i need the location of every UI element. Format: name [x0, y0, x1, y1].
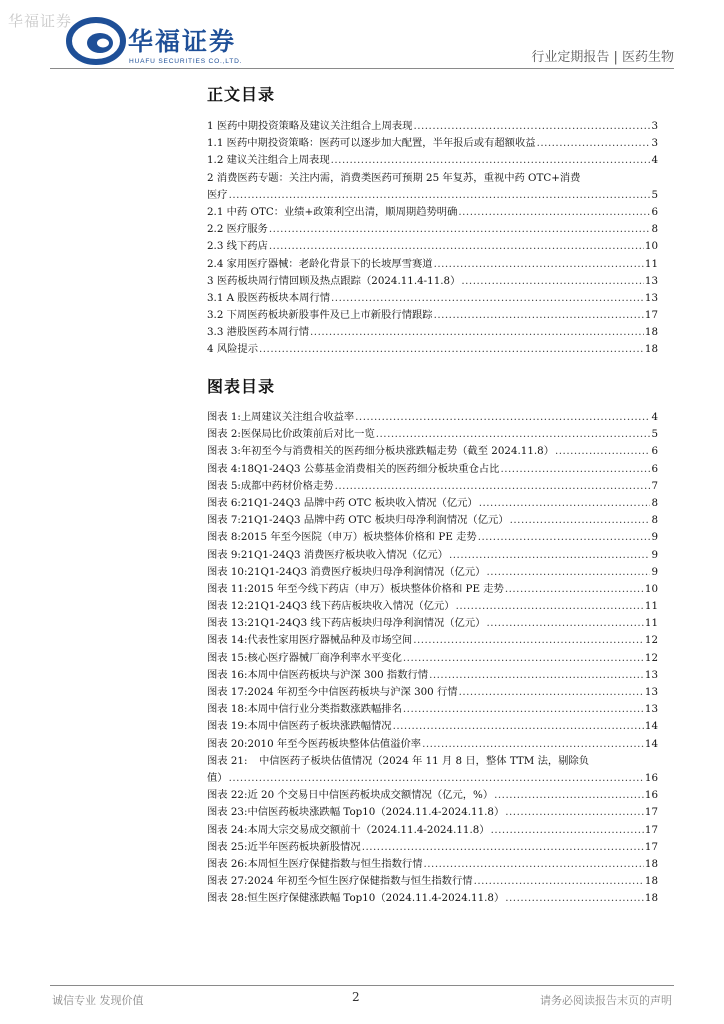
toc-entry[interactable]	[207, 237, 658, 254]
figures-list	[207, 408, 658, 906]
dot-leader	[486, 617, 643, 629]
figure-entry[interactable]	[207, 580, 658, 597]
entry-title: 恒生医疗保健涨跌幅 Top10（2024.11.4-2024.11.8）	[247, 892, 505, 905]
figure-entry[interactable]	[207, 477, 658, 494]
entry-title: 2015 年至今线下药店（申万）板块整体价格和 PE 走势	[247, 582, 504, 595]
dot-leader	[494, 789, 644, 801]
figure-entry-continued[interactable]	[207, 769, 658, 786]
dot-leader	[555, 445, 650, 457]
dot-leader	[422, 738, 644, 750]
dot-leader	[403, 652, 644, 664]
entry-page: 14	[644, 720, 658, 733]
entry-title: 近 20 个交易日中信医药板块成交额情况（亿元，%）	[247, 789, 494, 802]
entry-page: 12	[644, 634, 658, 647]
entry-page: 3	[651, 137, 658, 150]
dot-leader	[331, 154, 651, 166]
entry-label: 图表 17:	[207, 686, 248, 698]
entry-page: 8	[651, 514, 658, 527]
entry-label: 图表 24:	[207, 823, 248, 836]
dot-leader	[393, 720, 644, 732]
footer-disclaimer: 请务必阅读报告末页的声明	[540, 994, 672, 1007]
dot-leader	[310, 326, 644, 338]
entry-title: 21Q1-24Q3 品牌中药 OTC 板块收入情况（亿元）	[240, 496, 478, 509]
entry-label: 图表 12:	[207, 600, 248, 613]
entry-label: 图表 14:	[207, 634, 248, 647]
figure-entry[interactable]	[207, 735, 658, 752]
entry-page: 4	[651, 154, 658, 167]
entry-label: 图表 21:	[207, 754, 248, 767]
entry-label: 图表 10:	[207, 565, 248, 578]
entry-title: 2 消费医药专题：关注内需，消费类医药可预期 25 年复苏，重视中药 OTC+消费	[207, 171, 581, 184]
entry-title: 成都中药材价格走势	[240, 479, 334, 492]
footer-slogan: 诚信专业 发现价值	[52, 994, 144, 1007]
dot-leader	[229, 189, 651, 201]
dot-leader	[461, 275, 644, 287]
figure-entry[interactable]	[207, 786, 658, 803]
entry-title: 3.3 港股医药本周行情	[207, 326, 310, 339]
entry-page: 4	[651, 411, 658, 423]
entry-page: 6	[651, 445, 658, 458]
dot-leader	[505, 892, 644, 904]
figure-entry[interactable]	[207, 511, 658, 528]
report-type: 行业定期报告 | 医药生物	[531, 50, 674, 65]
entry-title: 近半年医药板块新股情况	[247, 840, 361, 853]
toc-entry[interactable]	[207, 117, 658, 134]
entry-page: 10	[644, 582, 658, 595]
entry-title: 本周中信行业分类指数涨跌幅排名	[247, 703, 402, 716]
entry-page: 6	[651, 205, 658, 218]
dot-leader	[456, 600, 644, 612]
entry-title-continued: 医疗	[207, 188, 228, 201]
watermark: 华福证券	[8, 12, 73, 30]
entry-page: 18	[644, 892, 658, 905]
figure-entry[interactable]	[207, 700, 658, 717]
toc-entry[interactable]	[207, 169, 658, 186]
figure-entry[interactable]	[207, 408, 658, 425]
dot-leader	[424, 858, 644, 870]
figure-entry[interactable]	[207, 855, 658, 872]
header-divider	[50, 68, 674, 69]
entry-page: 3	[651, 120, 658, 132]
entry-page: 11	[644, 600, 658, 613]
toc-title: 正文目录	[207, 85, 276, 104]
entry-page: 14	[644, 737, 658, 750]
dot-leader	[413, 120, 650, 132]
company-logo	[66, 14, 276, 74]
entry-title: 2024 年初至今中信医药板块与沪深 300 行情	[247, 686, 458, 698]
entry-page: 17	[644, 823, 658, 836]
entry-page: 18	[644, 857, 658, 870]
entry-title: 本周中信医药子板块涨跌幅情况	[247, 720, 392, 733]
entry-label: 图表 5:	[207, 479, 241, 492]
toc-entry[interactable]	[207, 340, 658, 357]
entry-label: 图表 13:	[207, 617, 248, 630]
entry-label: 图表 7:	[207, 514, 241, 527]
toc-entry[interactable]	[207, 272, 658, 289]
figure-entry[interactable]	[207, 528, 658, 545]
entry-label: 图表 15:	[207, 651, 248, 664]
figure-entry[interactable]	[207, 803, 658, 820]
entry-label: 图表 16:	[207, 668, 248, 681]
figure-entry[interactable]	[207, 717, 658, 734]
toc-entry[interactable]	[207, 289, 658, 306]
figure-entry[interactable]	[207, 442, 658, 459]
dot-leader	[505, 583, 644, 595]
entry-page: 6	[651, 462, 658, 475]
entry-label: 图表 2:	[207, 428, 241, 441]
dot-leader	[505, 806, 644, 818]
entry-label: 图表 27:	[207, 875, 248, 888]
dot-leader	[449, 549, 650, 561]
entry-label: 图表 18:	[207, 703, 248, 716]
entry-title: 21Q1-24Q3 线下药店板块归母净利润情况（亿元）	[247, 617, 486, 630]
entry-title: 21Q1-24Q3 品牌中药 OTC 板块归母净利润情况（亿元）	[240, 514, 509, 527]
entry-label: 图表 19:	[207, 720, 248, 733]
figure-entry[interactable]	[207, 752, 658, 769]
entry-label: 图表 23:	[207, 806, 248, 819]
entry-title: 2.3 线下药店	[207, 240, 268, 253]
entry-label: 图表 20:	[207, 737, 248, 750]
entry-title: 3.1 A 股医药板块本周行情	[207, 291, 331, 304]
entry-page: 8	[651, 223, 658, 236]
entry-page: 9	[651, 531, 658, 544]
dot-leader	[362, 841, 644, 853]
entry-title: 代表性家用医疗器械品种及市场空间	[247, 634, 413, 647]
entry-page: 18	[644, 343, 658, 356]
figure-entry[interactable]	[207, 872, 658, 889]
toc-entry[interactable]	[207, 134, 658, 151]
figure-entry[interactable]	[207, 614, 658, 631]
toc-entry[interactable]	[207, 203, 658, 220]
entry-label: 图表 26:	[207, 857, 248, 870]
logo-text-cn: 华福证券	[128, 27, 237, 56]
toc-entry[interactable]	[207, 151, 658, 168]
dot-leader	[331, 292, 644, 304]
dot-leader	[479, 497, 651, 509]
entry-title: 年初至今与消费相关的医药细分板块涨跌幅走势（截至 2024.11.8）	[240, 445, 554, 458]
entry-page: 13	[644, 291, 658, 304]
figure-entry[interactable]	[207, 649, 658, 666]
entry-page: 8	[651, 496, 658, 509]
entry-page: 13	[644, 686, 658, 698]
toc-list	[207, 117, 658, 358]
entry-page: 17	[644, 840, 658, 853]
entry-title: 3.2 下周医药板块新股事件及已上市新股行情跟踪	[207, 309, 433, 322]
entry-page: 5	[651, 428, 658, 441]
figure-entry[interactable]	[207, 425, 658, 442]
entry-page: 10	[644, 240, 658, 253]
entry-title: 4 风险提示	[207, 343, 259, 356]
entry-title: 2.1 中药 OTC：业绩+政策利空出清，顺周期趋势明确	[207, 205, 458, 218]
dot-leader	[413, 634, 644, 646]
dot-leader	[500, 463, 650, 475]
entry-title: 2015 年至今医院（申万）板块整体价格和 PE 走势	[240, 531, 477, 544]
dot-leader	[458, 206, 650, 218]
entry-title: 2.2 医疗服务	[207, 223, 268, 236]
dot-leader	[335, 480, 651, 492]
entry-label: 图表 9:	[207, 548, 241, 561]
entry-title: 本周中信医药板块与沪深 300 指数行情	[247, 668, 429, 681]
dot-leader	[376, 428, 651, 440]
toc-entry[interactable]	[207, 220, 658, 237]
dot-leader	[403, 703, 644, 715]
entry-title: 2.4 家用医疗器械：老龄化背景下的长坡厚雪赛道	[207, 257, 433, 270]
entry-page: 12	[644, 651, 658, 664]
entry-label: 图表 8:	[207, 531, 241, 544]
entry-label: 图表 22:	[207, 789, 248, 802]
logo-text-en: HUAFU SECURITIES CO.,LTD.	[129, 58, 243, 65]
entry-page: 9	[651, 565, 658, 578]
footer-divider	[50, 985, 674, 986]
dot-leader	[259, 343, 644, 355]
figure-entry[interactable]	[207, 631, 658, 648]
dot-leader	[269, 240, 644, 252]
entry-title: 本周大宗交易成交额前十（2024.11.4-2024.11.8）	[247, 823, 490, 836]
dot-leader	[486, 566, 650, 578]
page-number: 2	[352, 990, 360, 1004]
entry-page: 17	[644, 806, 658, 819]
entry-title: 上周建议关注组合收益率	[240, 411, 355, 423]
dot-leader	[434, 309, 644, 321]
toc-entry-continued[interactable]	[207, 186, 658, 203]
entry-title: 21Q1-24Q3 线下药店板块收入情况（亿元）	[247, 600, 455, 613]
entry-label: 图表 11:	[207, 582, 248, 595]
entry-title: 2024 年初至今恒生医疗保健指数与恒生指数行情	[247, 875, 473, 888]
dot-leader	[474, 875, 644, 887]
entry-page: 18	[644, 326, 658, 339]
figures-title: 图表目录	[207, 377, 276, 396]
entry-label: 图表 25:	[207, 840, 248, 853]
entry-page: 17	[644, 309, 658, 322]
dot-leader	[269, 223, 651, 235]
entry-title: 本周恒生医疗保健指数与恒生指数行情	[247, 857, 423, 870]
dot-leader	[229, 772, 644, 784]
entry-title: 中信医药子板块估值情况（2024 年 11 月 8 日，整体 TTM 法，剔除负	[259, 754, 590, 767]
entry-label: 图表 3:	[207, 445, 241, 458]
dot-leader	[459, 686, 644, 698]
dot-leader	[478, 531, 651, 543]
toc-entry[interactable]	[207, 255, 658, 272]
entry-label: 图表 1:	[207, 411, 241, 423]
entry-title: 1.1 医药中期投资策略：医药可以逐步加大配置，半年报后或有超额收益	[207, 137, 536, 150]
entry-page: 13	[644, 703, 658, 716]
figure-entry[interactable]	[207, 821, 658, 838]
entry-title-continued: 值）	[207, 771, 228, 784]
dot-leader	[429, 669, 644, 681]
entry-title: 18Q1-24Q3 公募基金消费相关的医药细分板块重仓占比	[240, 462, 500, 475]
entry-page: 7	[651, 479, 658, 492]
toc-entry[interactable]	[207, 323, 658, 340]
entry-title: 2010 年至今医药板块整体估值溢价率	[247, 737, 422, 750]
entry-page: 18	[644, 875, 658, 888]
dot-leader	[491, 824, 644, 836]
entry-title: 核心医疗器械厂商净利率水平变化	[247, 651, 402, 664]
huafu-logo-icon	[66, 14, 126, 66]
entry-title: 21Q1-24Q3 消费医疗板块归母净利润情况（亿元）	[247, 565, 486, 578]
entry-page: 13	[644, 274, 658, 287]
entry-page: 11	[644, 617, 658, 630]
entry-title: 3 医药板块周行情回顾及热点跟踪（2024.11.4-11.8）	[207, 274, 461, 287]
figure-entry[interactable]	[207, 597, 658, 614]
entry-page: 11	[644, 257, 658, 270]
figure-entry[interactable]	[207, 494, 658, 511]
entry-page: 16	[644, 789, 658, 802]
dot-leader	[355, 411, 650, 423]
dot-leader	[510, 514, 651, 526]
dot-leader	[537, 137, 651, 149]
entry-title: 21Q1-24Q3 消费医疗板块收入情况（亿元）	[240, 548, 448, 561]
entry-page: 9	[651, 548, 658, 561]
entry-page: 5	[651, 188, 658, 201]
entry-label: 图表 4:	[207, 462, 241, 475]
toc-entry[interactable]	[207, 306, 658, 323]
entry-label: 图表 28:	[207, 892, 248, 905]
figure-entry[interactable]	[207, 838, 658, 855]
entry-title: 医保局比价政策前后对比一览	[240, 428, 375, 441]
entry-title: 中信医药板块涨跌幅 Top10（2024.11.4-2024.11.8）	[247, 806, 505, 819]
dot-leader	[434, 258, 644, 270]
figure-entry[interactable]	[207, 666, 658, 683]
figure-entry[interactable]	[207, 460, 658, 477]
entry-title: 1.2 建议关注组合上周表现	[207, 154, 330, 167]
entry-page: 16	[644, 771, 658, 784]
entry-page: 13	[644, 668, 658, 681]
figure-entry[interactable]	[207, 546, 658, 563]
entry-label: 图表 6:	[207, 496, 241, 509]
figure-entry[interactable]	[207, 889, 658, 906]
figure-entry[interactable]	[207, 563, 658, 580]
entry-title: 1 医药中期投资策略及建议关注组合上周表现	[207, 120, 413, 132]
figure-entry[interactable]	[207, 683, 658, 700]
